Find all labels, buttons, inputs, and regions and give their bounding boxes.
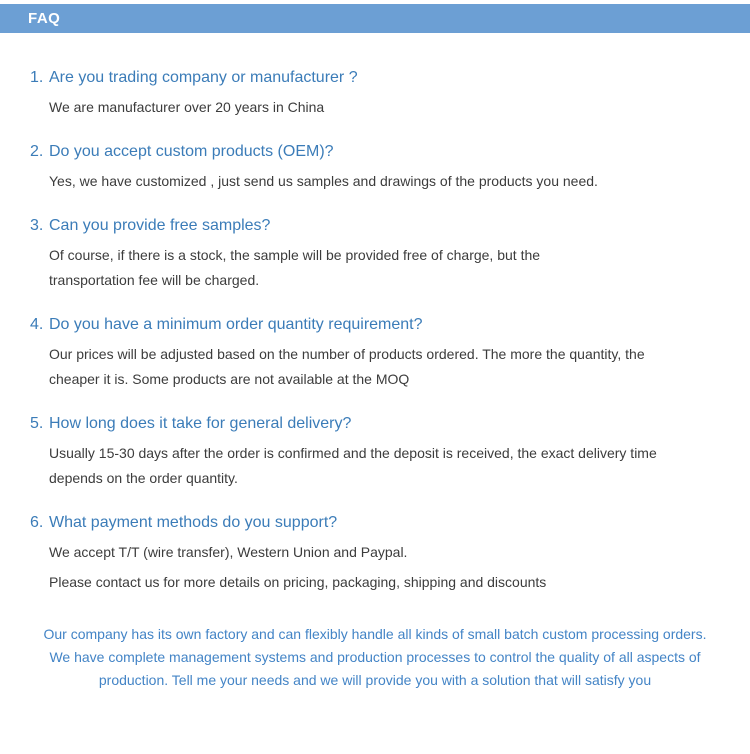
question-number: 2. [30,143,44,160]
answer-block [49,169,720,194]
answer-block [49,540,720,595]
question-number: 1. [30,69,44,86]
answer-line: Our prices will be adjusted based on the number of products ordered. The more the quantity, the [49,346,645,362]
question-row [30,414,720,434]
answer-line: depends on the order quantity. [49,470,238,486]
faq-item-6 [30,513,720,595]
faq-header-title: FAQ [28,10,61,27]
question-row [30,216,720,236]
question-row [30,68,720,88]
question-number: 5. [30,415,44,432]
question-row [30,142,720,162]
question-text: Do you have a minimum order quantity requirement? [49,316,423,333]
faq-item-4 [30,315,720,392]
footer-line: Our company has its own factory and can flexibly handle all kinds of small batch custom processing orders. [43,626,707,642]
question-text: Can you provide free samples? [49,217,271,234]
question-text: What payment methods do you support? [49,514,338,531]
question-text: Do you accept custom products (OEM)? [49,143,334,160]
faq-header-bar [0,4,750,33]
question-number: 3. [30,217,44,234]
question-row [30,513,720,533]
answer-block [49,95,720,120]
answer-line: Please contact us for more details on pricing, packaging, shipping and discounts [49,574,547,590]
faq-item-1 [30,68,720,120]
answer-block [49,243,720,293]
answer-line: Yes, we have customized , just send us samples and drawings of the products you need. [49,173,598,189]
footer-line: We have complete management systems and production processes to control the quality of all aspects of [49,649,701,665]
answer-line: transportation fee will be charged. [49,272,260,288]
answer-block [49,441,720,491]
answer-line: We are manufacturer over 20 years in China [49,99,325,115]
faq-item-2 [30,142,720,194]
question-number: 6. [30,514,44,531]
answer-line: We accept T/T (wire transfer), Western Union and Paypal. [49,544,408,560]
question-text: How long does it take for general delivery? [49,415,352,432]
answer-line: Of course, if there is a stock, the sample will be provided free of charge, but the [49,247,541,263]
answer-block [49,342,720,392]
faq-item-3 [30,216,720,293]
question-number: 4. [30,316,44,333]
footer-note [30,623,720,692]
faq-content [0,33,750,692]
question-row [30,315,720,335]
answer-line: Usually 15-30 days after the order is confirmed and the deposit is received, the exact delivery time [49,445,657,461]
footer-line: production. Tell me your needs and we will provide you with a solution that will satisfy you [98,672,652,688]
question-text: Are you trading company or manufacturer ? [49,69,358,86]
faq-item-5 [30,414,720,491]
answer-line: cheaper it is. Some products are not available at the MOQ [49,371,410,387]
